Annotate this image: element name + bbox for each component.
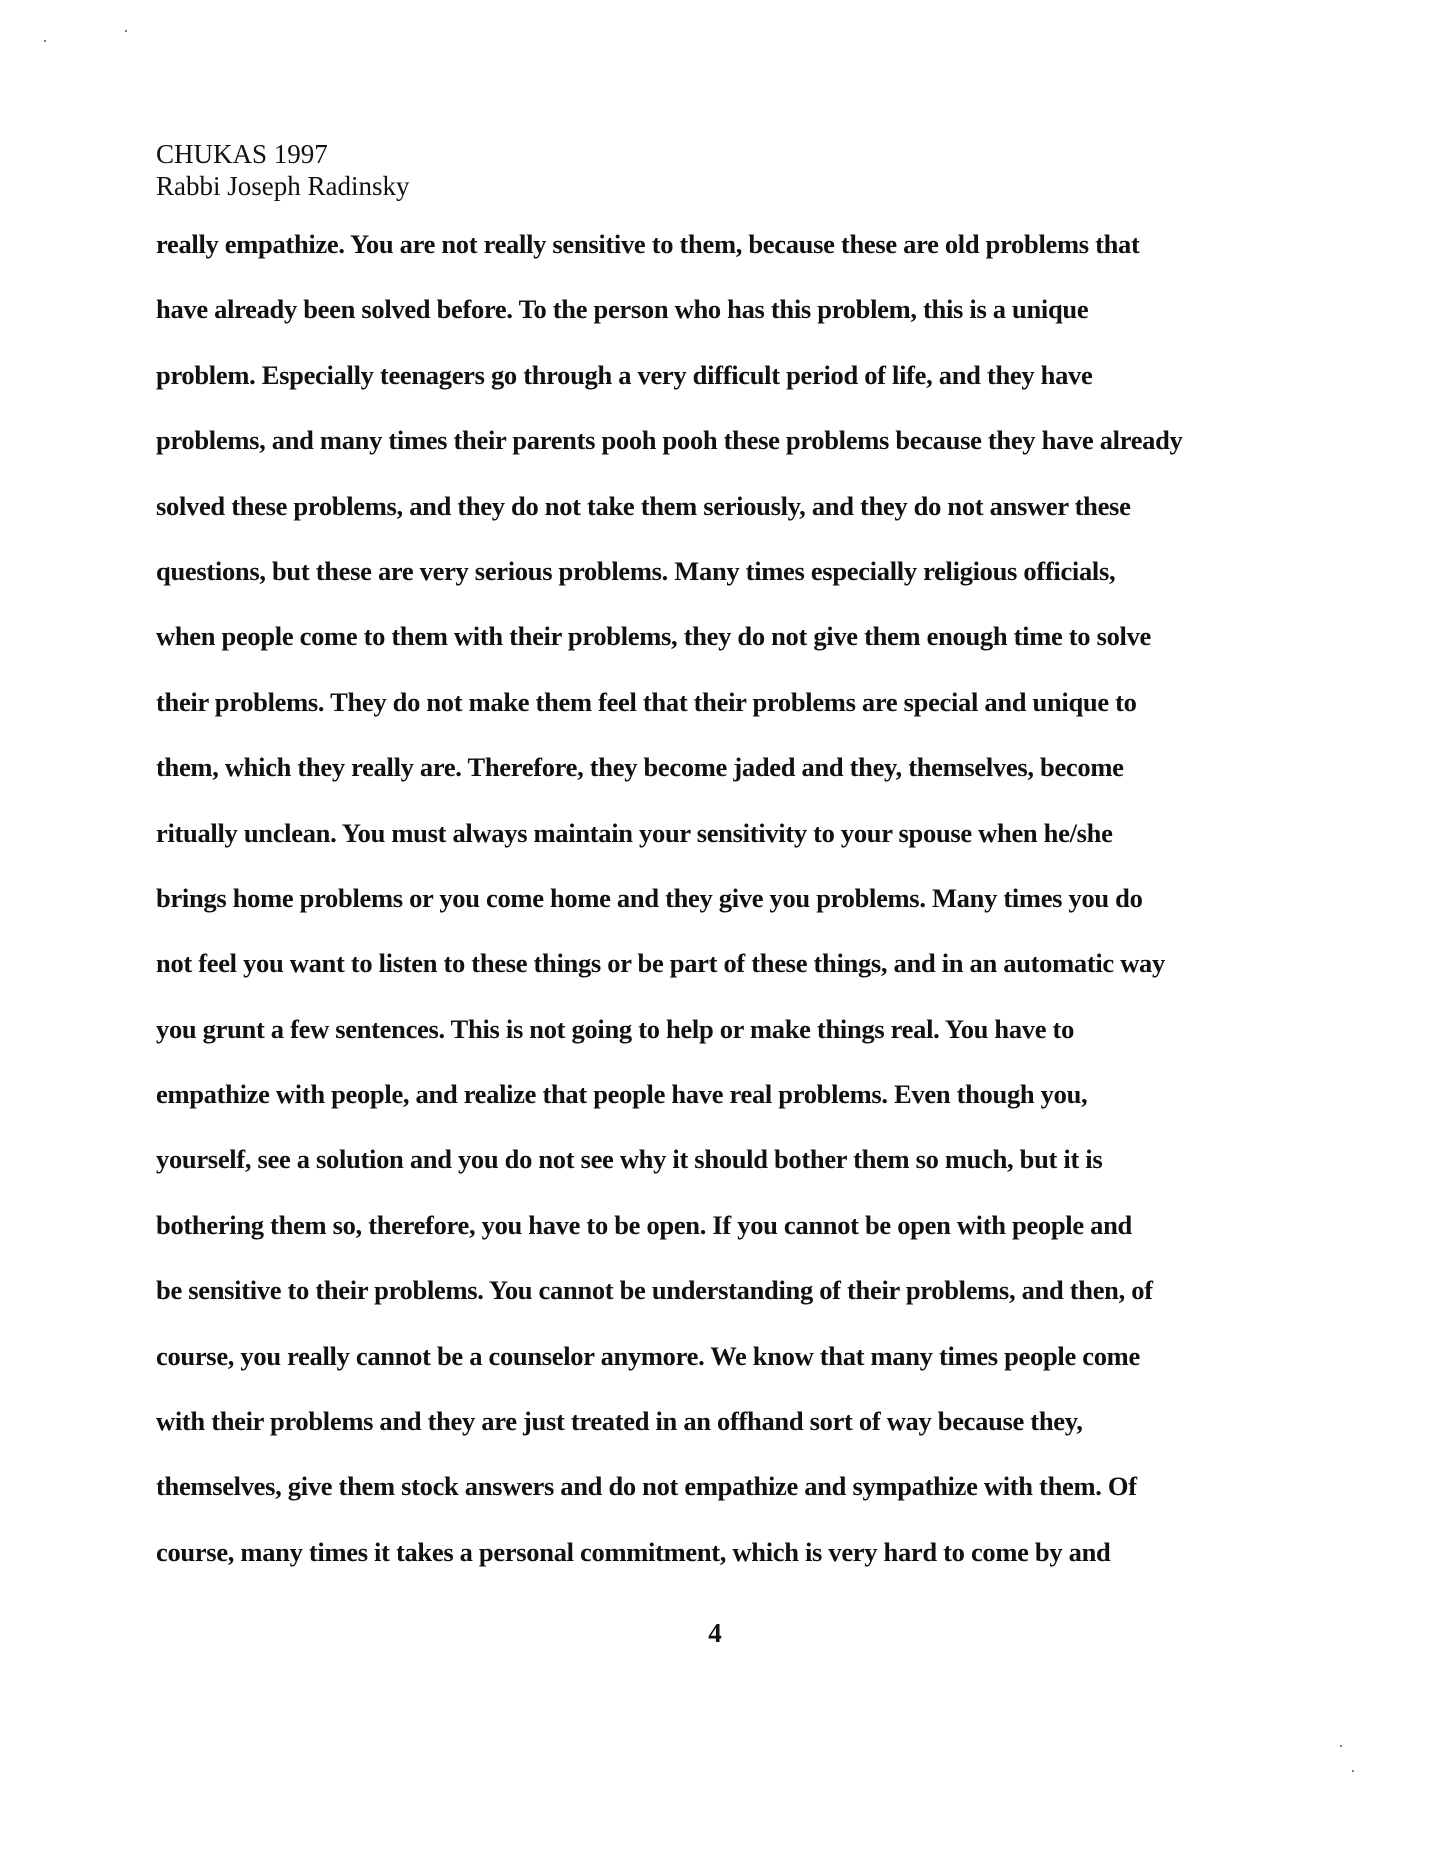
text-line: course, many times it takes a personal commitment, which is very hard to come by and [156, 1536, 1111, 1567]
body-text [156, 225, 1256, 1598]
scan-speck [125, 30, 127, 32]
text-line: yourself, see a solution and you do not see why it should bother them so much, but it is [156, 1144, 1103, 1175]
text-line: ritually unclean. You must always maintain your sensitivity to your spouse when he/she [156, 817, 1113, 848]
text-line: have already been solved before. To the person who has this problem, this is a unique [156, 294, 1089, 325]
text-line: their problems. They do not make them feel that their problems are special and unique to [156, 686, 1137, 717]
text-line: problems, and many times their parents pooh pooh these problems because they have already [156, 425, 1183, 456]
text-line: when people come to them with their problems, they do not give them enough time to solve [156, 621, 1152, 652]
text-line: you grunt a few sentences. This is not going to help or make things real. You have to [156, 1013, 1075, 1044]
document-author: Rabbi Joseph Radinsky [156, 171, 410, 201]
text-line: themselves, give them stock answers and do not empathize and sympathize with them. Of [156, 1471, 1137, 1502]
text-line: brings home problems or you come home and they give you problems. Many times you do [156, 882, 1143, 913]
document-title: CHUKAS 1997 [156, 139, 328, 169]
text-line: course, you really cannot be a counselor anymore. We know that many times people come [156, 1340, 1140, 1371]
text-line: bothering them so, therefore, you have to be open. If you cannot be open with people and [156, 1209, 1132, 1240]
text-line: problem. Especially teenagers go through a very difficult period of life, and they have [156, 359, 1093, 390]
text-line: them, which they really are. Therefore, they become jaded and they, themselves, become [156, 752, 1124, 783]
text-line: really empathize. You are not really sensitive to them, because these are old problems that [156, 229, 1140, 259]
scan-speck [1352, 1770, 1354, 1772]
scan-speck [1340, 1745, 1342, 1747]
text-line: not feel you want to listen to these things or be part of these things, and in an automatic way [156, 948, 1165, 979]
document-header [156, 138, 410, 202]
page-number: 4 [708, 1618, 722, 1648]
text-line: be sensitive to their problems. You cannot be understanding of their problems, and then, of [156, 1275, 1153, 1306]
text-line: questions, but these are very serious problems. Many times especially religious officials, [156, 555, 1116, 586]
scan-speck [44, 40, 46, 42]
text-line: with their problems and they are just treated in an offhand sort of way because they, [156, 1406, 1083, 1437]
text-line: solved these problems, and they do not take them seriously, and they do not answer these [156, 490, 1131, 521]
text-line: empathize with people, and realize that people have real problems. Even though you, [156, 1079, 1088, 1110]
